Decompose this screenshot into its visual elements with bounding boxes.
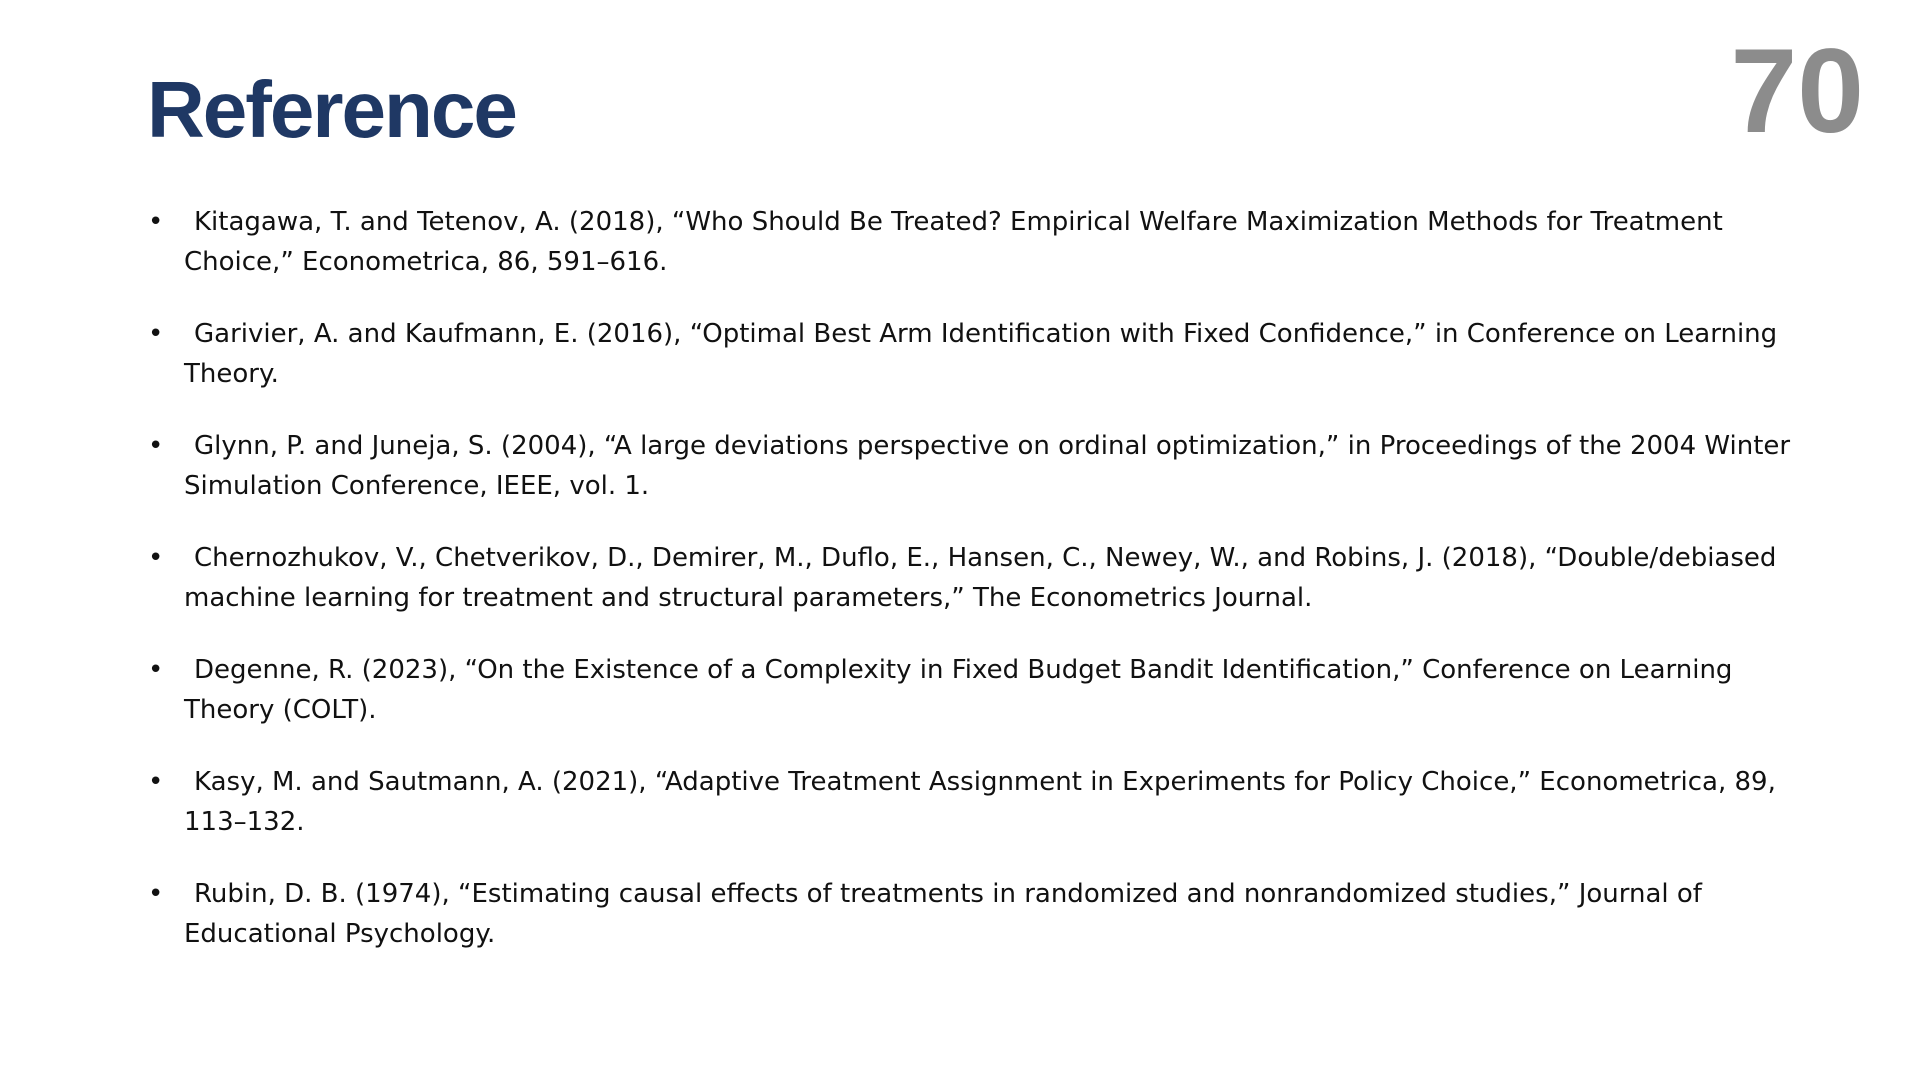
reference-item [148,874,1808,954]
bullet-icon: • [148,655,164,685]
reference-text: Kitagawa, T. and Tetenov, A. (2018), “Who Should Be Treated? Empirical Welfare Maximization Methods for Treatment Choice,” Econometrica, 86, 591–616. [184,207,1723,277]
reference-item [148,650,1808,730]
bullet-icon: • [148,543,164,573]
bullet-icon: • [148,207,164,237]
bullet-icon: • [148,767,164,797]
page-number: 70 [1730,24,1864,158]
reference-list [148,202,1808,986]
reference-item [148,202,1808,282]
reference-text: Kasy, M. and Sautmann, A. (2021), “Adaptive Treatment Assignment in Experiments for Policy Choice,” Econometrica, 89, 113–132. [184,767,1776,837]
reference-text: Garivier, A. and Kaufmann, E. (2016), “Optimal Best Arm Identification with Fixed Confidence,” in Conference on Learning Theory. [184,319,1778,389]
reference-text: Chernozhukov, V., Chetverikov, D., Demirer, M., Duflo, E., Hansen, C., Newey, W., and Robins, J. (2018), “Double/debiased machine learning for treatment and structural parameters,” The Econometrics Journal. [184,543,1777,613]
reference-item [148,762,1808,842]
reference-item [148,538,1808,618]
bullet-icon: • [148,879,164,909]
reference-item [148,314,1808,394]
reference-item [148,426,1808,506]
reference-text: Glynn, P. and Juneja, S. (2004), “A large deviations perspective on ordinal optimization,” in Proceedings of the 2004 Winter Simulation Conference, IEEE, vol. 1. [184,431,1791,501]
reference-text: Rubin, D. B. (1974), “Estimating causal effects of treatments in randomized and nonrandomized studies,” Journal of Educational Psychology. [184,879,1702,949]
bullet-icon: • [148,431,164,461]
bullet-icon: • [148,319,164,349]
reference-text: Degenne, R. (2023), “On the Existence of a Complexity in Fixed Budget Bandit Identification,” Conference on Learning Theory (COLT). [184,655,1733,725]
slide-title: Reference [147,65,516,154]
